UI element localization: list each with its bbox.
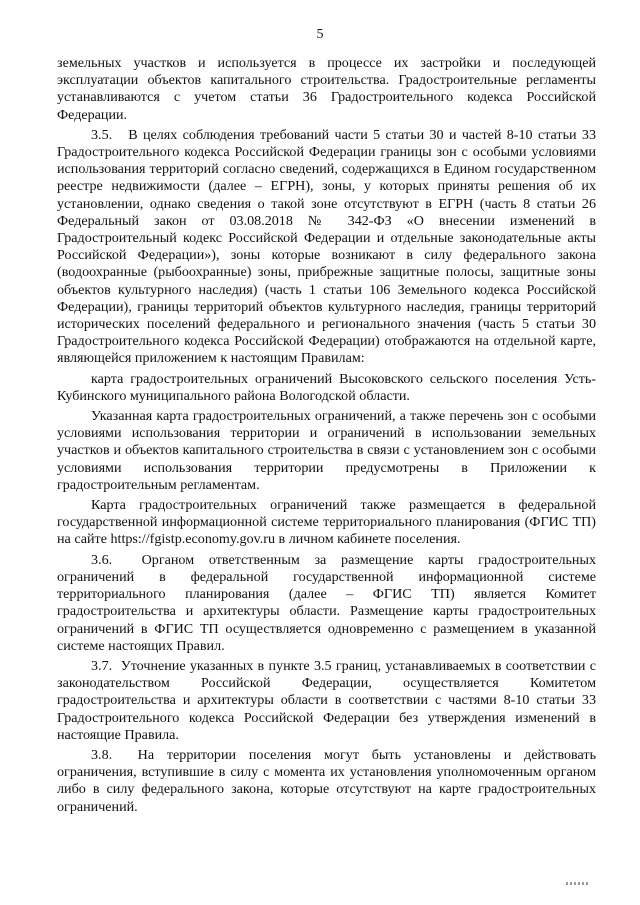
- document-body: [57, 55, 596, 819]
- paragraph-map-annex: Указанная карта градостроительных ограничений, а также перечень зон с особыми условиями использования территории и ограничений в использовании земельных участков и объектов капитального строительства в связи с установлением зон с особыми условиями использования территории предусмотрены в Приложении к градостроительным регламентам.: [57, 408, 596, 493]
- paragraph-3-5: 3.5. В целях соблюдения требований части 5 статьи 30 и частей 8-10 статьи 33 Градостроительного кодекса Российской Федерации границы зон с особыми условиями использования территорий согласно сведений, содержащихся в Едином государственном реестре недвижимости (далее – ЕГРН), зоны, у которых приняты решения об их установлении, однако сведения о такой зоне отсутствуют в ЕГРН (часть 8 статьи 26 Федеральный закон от 03.08.2018 № 342-ФЗ «О внесении изменений в Градостроительный кодекс Российской Федерации и отдельные законодательные акты Российской Федерации»), зоны которые возникают в силу федерального закона (водоохранные (рыбоохранные) зоны, прибрежные защитные полосы, защитные зоны объектов культурного наследия) (часть 1 статьи 106 Земельного кодекса Российской Федерации), границы территорий объектов культурного наследия, границы территорий исторических поселений федерального и регионального значения (часть 5 статьи 30 Градостроительного кодекса Российской Федерации) отображаются на отдельной карте, являющейся приложением к настоящим Правилам:: [57, 126, 596, 367]
- paragraph-restrictions-map: карта градостроительных ограничений Высоковского сельского поселения Усть-Кубинского муниципального района Вологодской области.: [57, 370, 596, 404]
- scan-artifact-mark: [566, 882, 588, 885]
- paragraph-intro-continuation: земельных участков и используется в процессе их застройки и последующей эксплуатации объектов капитального строительства. Градостроительные регламенты устанавливаются с учетом статьи 36 Градостроительного кодекса Российской Федерации.: [57, 55, 596, 123]
- page-number: 5: [316, 27, 324, 42]
- paragraph-3-6: 3.6. Органом ответственным за размещение карты градостроительных ограничений в федеральной государственной информационной системе территориального планирования (далее – ФГИС ТП) является Комитет градостроительства и архитектуры области. Размещение карты градостроительных ограничений в ФГИС ТП осуществляется одновременно с размещением в указанной системе настоящих Правил.: [57, 551, 596, 654]
- paragraph-fgis-tp-placement: Карта градостроительных ограничений также размещается в федеральной государственной информационной системе территориального планирования (ФГИС ТП) на сайте https://fgistp.economy.gov.ru в личном кабинете поселения.: [57, 497, 596, 548]
- paragraph-3-8: 3.8. На территории поселения могут быть установлены и действовать ограничения, вступившие в силу с момента их установления уполномоченным органом либо в силу федерального закона, которые отсутствуют на карте градостроительных ограничений.: [57, 746, 596, 815]
- paragraph-3-7: 3.7. Уточнение указанных в пункте 3.5 границ, устанавливаемых в соответствии с законодательством Российской Федерации, осуществляется Комитетом градостроительства и архитектуры области в соответствии с частями 8-10 статьи 33 Градостроительного кодекса Российской Федерации без утверждения изменений в настоящие Правила.: [57, 657, 596, 743]
